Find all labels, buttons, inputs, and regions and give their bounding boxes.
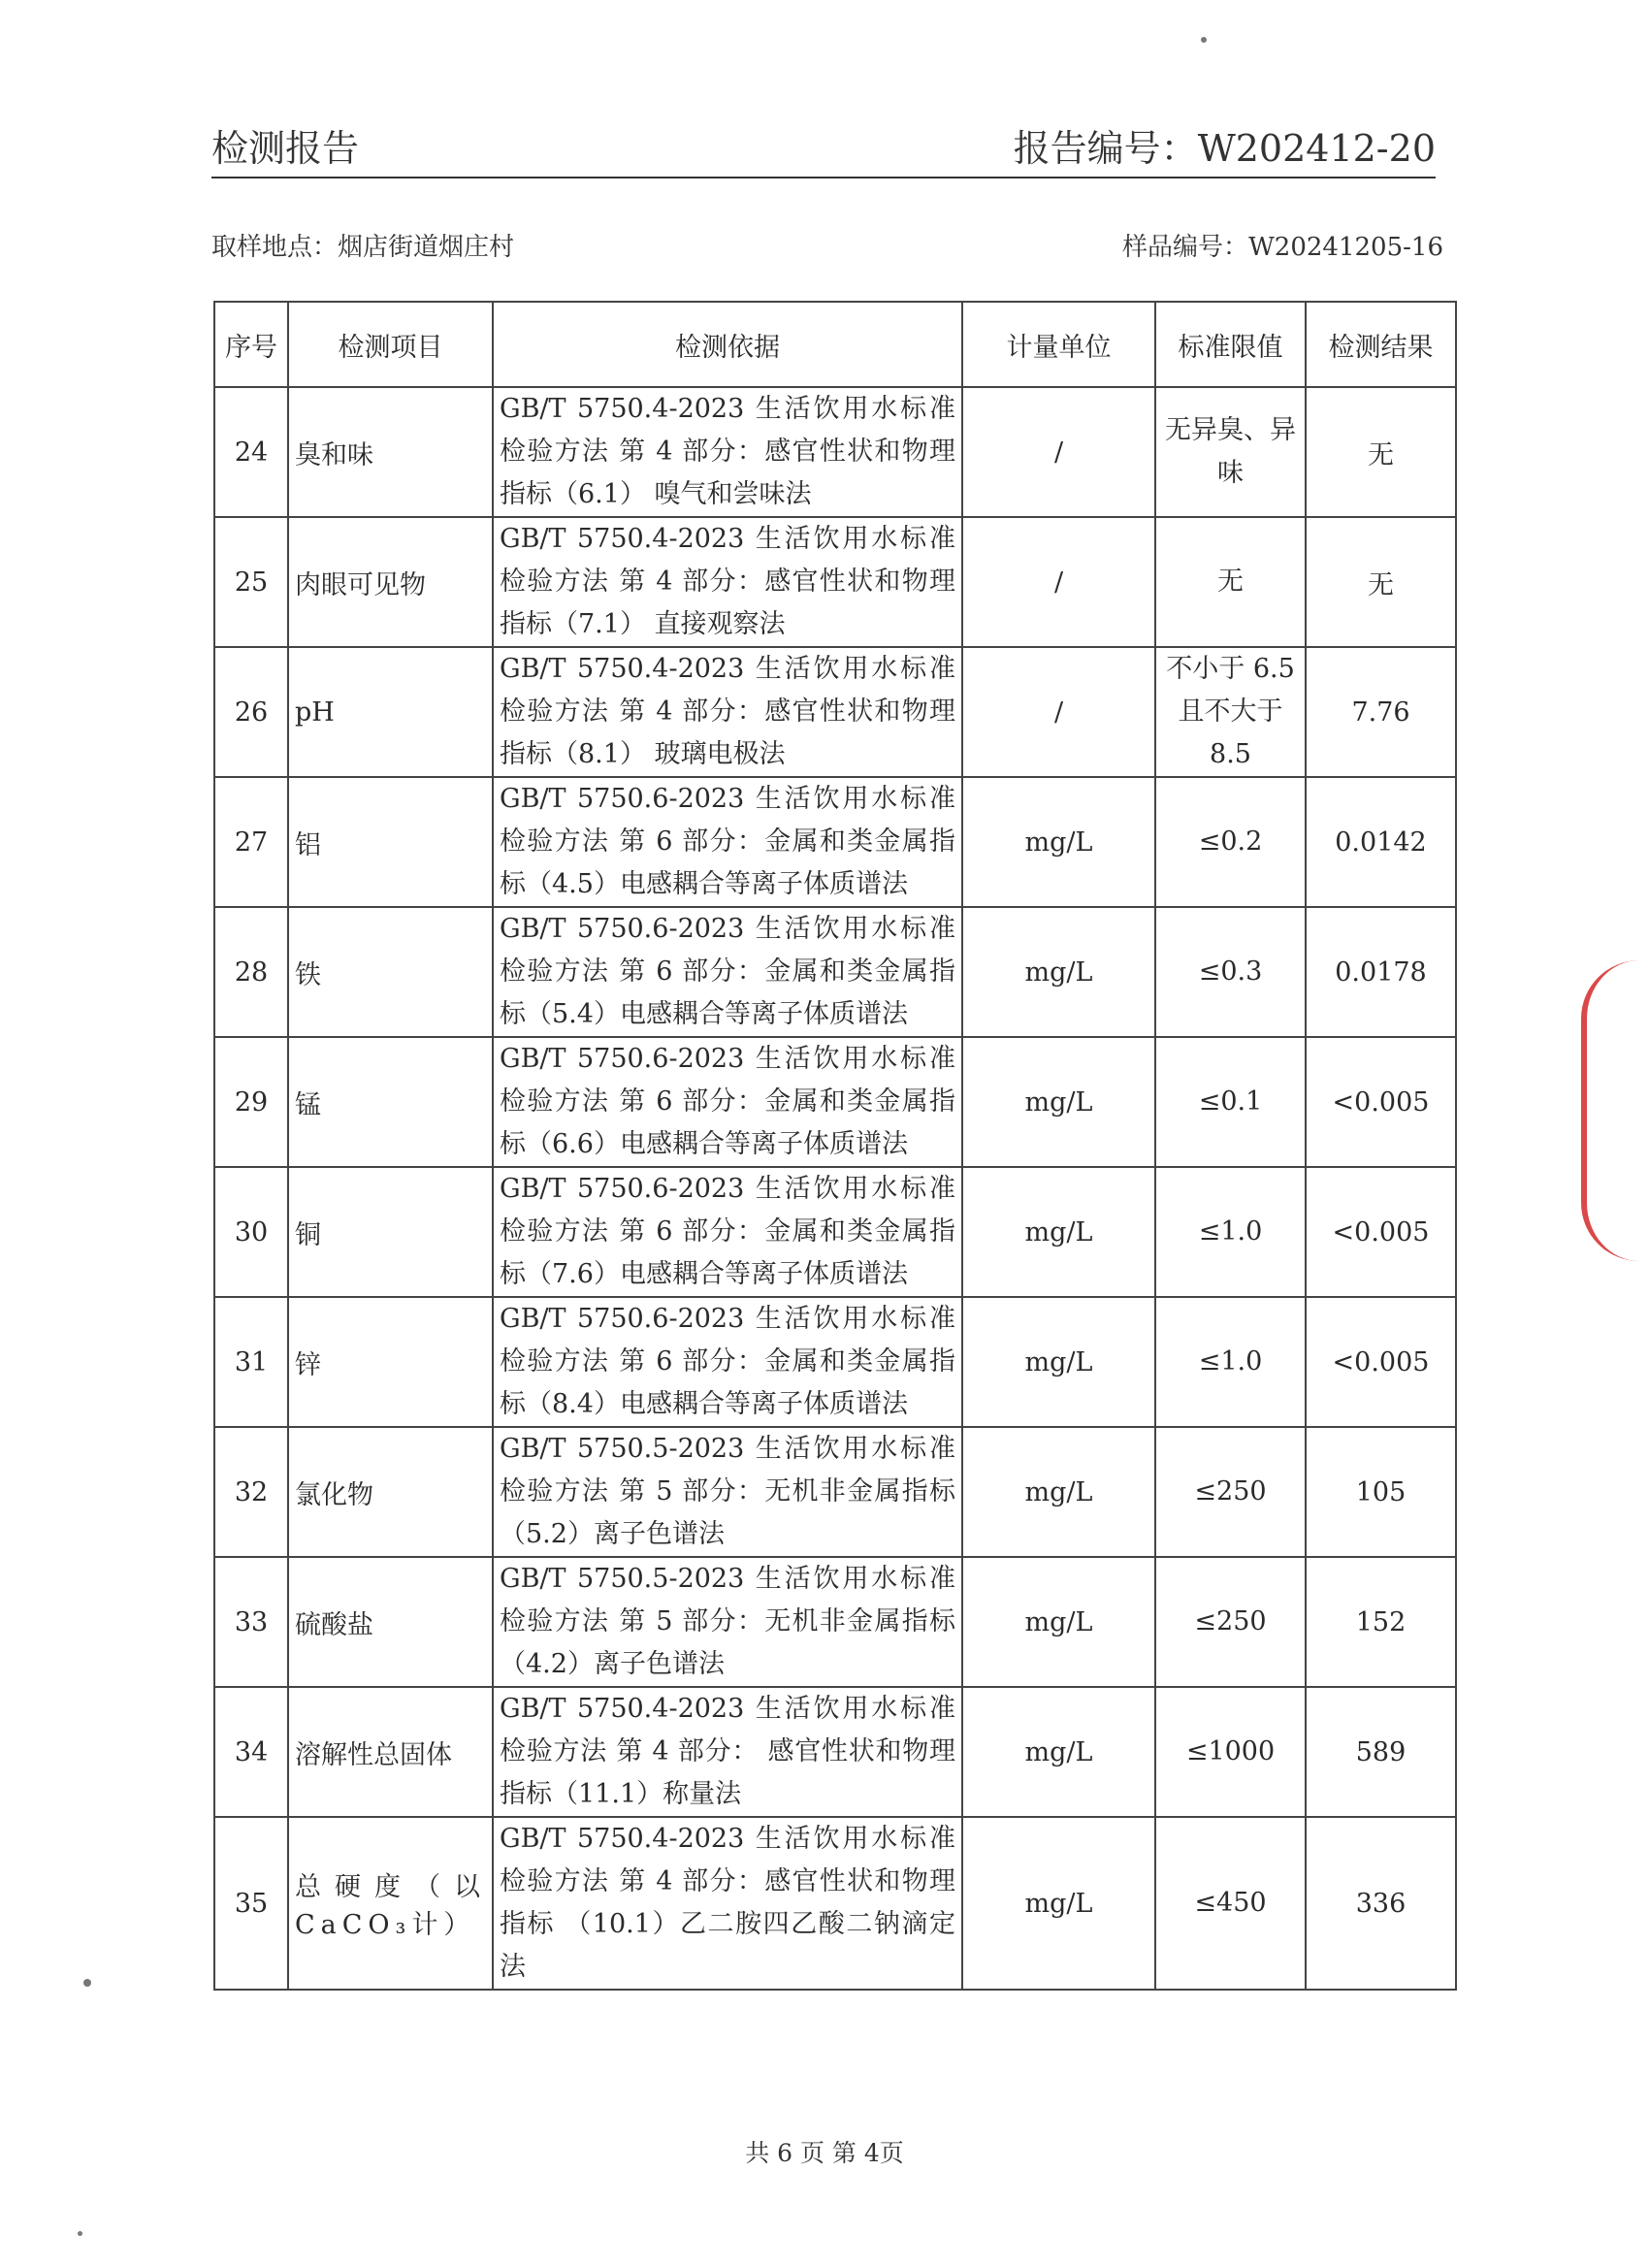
sampling-location-value: 烟店街道烟庄村 (338, 233, 515, 262)
cell-basis: GB/T 5750.6-2023 生活饮用水标准检验方法 第 6 部分：金属和类金属指标（6.6）电感耦合等离子体质谱法 (493, 1037, 962, 1167)
results-table (213, 301, 1457, 1991)
report-number-label: 报告编号： (1013, 127, 1198, 170)
header-unit: 计量单位 (962, 302, 1155, 387)
table-row (214, 1297, 1456, 1427)
cell-no: 24 (214, 387, 288, 517)
sample-meta (211, 227, 1443, 266)
cell-item: 铝 (288, 777, 493, 907)
cell-item: 锌 (288, 1297, 493, 1427)
cell-basis: GB/T 5750.6-2023 生活饮用水标准检验方法 第 6 部分：金属和类金属指标（8.4）电感耦合等离子体质谱法 (493, 1297, 962, 1427)
header-basis: 检测依据 (493, 302, 962, 387)
scan-speck (1201, 37, 1207, 43)
cell-basis: GB/T 5750.4-2023 生活饮用水标准检验方法 第 4 部分：感官性状和物理指标（6.1） 嗅气和尝味法 (493, 387, 962, 517)
cell-no: 31 (214, 1297, 288, 1427)
cell-result: 7.76 (1306, 647, 1456, 777)
cell-limit: ≤250 (1155, 1427, 1306, 1557)
cell-no: 28 (214, 907, 288, 1037)
table-header-row (214, 302, 1456, 387)
cell-result: 589 (1306, 1687, 1456, 1817)
cell-no: 32 (214, 1427, 288, 1557)
cell-limit: ≤0.3 (1155, 907, 1306, 1037)
cell-basis: GB/T 5750.6-2023 生活饮用水标准检验方法 第 6 部分：金属和类金属指标（7.6）电感耦合等离子体质谱法 (493, 1167, 962, 1297)
cell-unit: mg/L (962, 1297, 1155, 1427)
cell-unit: mg/L (962, 1687, 1155, 1817)
cell-limit: 不小于 6.5 且不大于 8.5 (1155, 647, 1306, 777)
cell-limit: ≤1000 (1155, 1687, 1306, 1817)
cell-basis: GB/T 5750.4-2023 生活饮用水标准检验方法 第 4 部分： 感官性状和物理指标（11.1）称量法 (493, 1687, 962, 1817)
cell-item: 铁 (288, 907, 493, 1037)
cell-basis: GB/T 5750.4-2023 生活饮用水标准检验方法 第 4 部分：感官性状和物理指标 （10.1）乙二胺四乙酸二钠滴定法 (493, 1817, 962, 1990)
cell-basis: GB/T 5750.5-2023 生活饮用水标准检验方法 第 5 部分：无机非金属指标（4.2）离子色谱法 (493, 1557, 962, 1687)
cell-result: 0.0178 (1306, 907, 1456, 1037)
cell-no: 35 (214, 1817, 288, 1990)
report-number-value: W202412-20 (1197, 127, 1436, 170)
cell-item: 氯化物 (288, 1427, 493, 1557)
table-row (214, 517, 1456, 647)
cell-no: 30 (214, 1167, 288, 1297)
cell-basis: GB/T 5750.4-2023 生活饮用水标准检验方法 第 4 部分：感官性状和物理指标（7.1） 直接观察法 (493, 517, 962, 647)
cell-no: 29 (214, 1037, 288, 1167)
cell-item: pH (288, 647, 493, 777)
header-limit: 标准限值 (1155, 302, 1306, 387)
sample-number-value: W20241205-16 (1248, 233, 1443, 262)
cell-no: 25 (214, 517, 288, 647)
cell-unit: / (962, 517, 1155, 647)
page-indicator: 共 6 页 第 4页 (745, 2139, 904, 2167)
sample-number-label: 样品编号： (1122, 233, 1249, 262)
cell-unit: mg/L (962, 907, 1155, 1037)
table-row (214, 1037, 1456, 1167)
cell-limit: ≤0.1 (1155, 1037, 1306, 1167)
sample-number (1122, 227, 1443, 263)
table-row (214, 387, 1456, 517)
cell-item: 臭和味 (288, 387, 493, 517)
sampling-location-label: 取样地点： (211, 233, 339, 262)
sampling-location (211, 227, 514, 263)
cell-basis: GB/T 5750.6-2023 生活饮用水标准检验方法 第 6 部分：金属和类金属指标（5.4）电感耦合等离子体质谱法 (493, 907, 962, 1037)
cell-result: 105 (1306, 1427, 1456, 1557)
cell-item: 肉眼可见物 (288, 517, 493, 647)
header-no: 序号 (214, 302, 288, 387)
table-row (214, 1167, 1456, 1297)
cell-no: 33 (214, 1557, 288, 1687)
cell-unit: mg/L (962, 1557, 1155, 1687)
scan-speck (83, 1979, 91, 1987)
cell-limit: ≤1.0 (1155, 1167, 1306, 1297)
cell-unit: / (962, 647, 1155, 777)
cell-item: 锰 (288, 1037, 493, 1167)
table-row (214, 777, 1456, 907)
table-row (214, 907, 1456, 1037)
cell-result: <0.005 (1306, 1297, 1456, 1427)
report-title: 检测报告 (211, 127, 360, 170)
cell-basis: GB/T 5750.5-2023 生活饮用水标准检验方法 第 5 部分：无机非金属指标（5.2）离子色谱法 (493, 1427, 962, 1557)
cell-limit: 无 (1155, 517, 1306, 647)
cell-unit: mg/L (962, 1037, 1155, 1167)
seal-stamp-edge (1581, 960, 1649, 1261)
cell-unit: mg/L (962, 1427, 1155, 1557)
cell-result: 无 (1306, 517, 1456, 647)
header-result: 检测结果 (1306, 302, 1456, 387)
cell-basis: GB/T 5750.6-2023 生活饮用水标准检验方法 第 6 部分：金属和类金属指标（4.5）电感耦合等离子体质谱法 (493, 777, 962, 907)
cell-no: 26 (214, 647, 288, 777)
cell-unit: mg/L (962, 1167, 1155, 1297)
cell-item: 总硬度（以CaCO₃计） (288, 1817, 493, 1990)
cell-result: 336 (1306, 1817, 1456, 1990)
report-number (1014, 118, 1436, 172)
table-row (214, 647, 1456, 777)
cell-item: 铜 (288, 1167, 493, 1297)
table-row (214, 1817, 1456, 1990)
cell-limit: ≤250 (1155, 1557, 1306, 1687)
cell-unit: / (962, 387, 1155, 517)
table-row (214, 1427, 1456, 1557)
table-row (214, 1687, 1456, 1817)
cell-result: <0.005 (1306, 1037, 1456, 1167)
cell-unit: mg/L (962, 777, 1155, 907)
cell-unit: mg/L (962, 1817, 1155, 1990)
cell-limit: ≤1.0 (1155, 1297, 1306, 1427)
cell-limit: ≤450 (1155, 1817, 1306, 1990)
table-row (214, 1557, 1456, 1687)
cell-result: <0.005 (1306, 1167, 1456, 1297)
cell-item: 硫酸盐 (288, 1557, 493, 1687)
cell-no: 27 (214, 777, 288, 907)
cell-limit: ≤0.2 (1155, 777, 1306, 907)
header-item: 检测项目 (288, 302, 493, 387)
cell-no: 34 (214, 1687, 288, 1817)
cell-basis: GB/T 5750.4-2023 生活饮用水标准检验方法 第 4 部分：感官性状和物理指标（8.1） 玻璃电极法 (493, 647, 962, 777)
cell-result: 152 (1306, 1557, 1456, 1687)
cell-result: 无 (1306, 387, 1456, 517)
cell-result: 0.0142 (1306, 777, 1456, 907)
cell-item: 溶解性总固体 (288, 1687, 493, 1817)
cell-limit: 无异臭、异味 (1155, 387, 1306, 517)
report-header (211, 118, 1436, 178)
scan-speck (78, 2231, 82, 2236)
